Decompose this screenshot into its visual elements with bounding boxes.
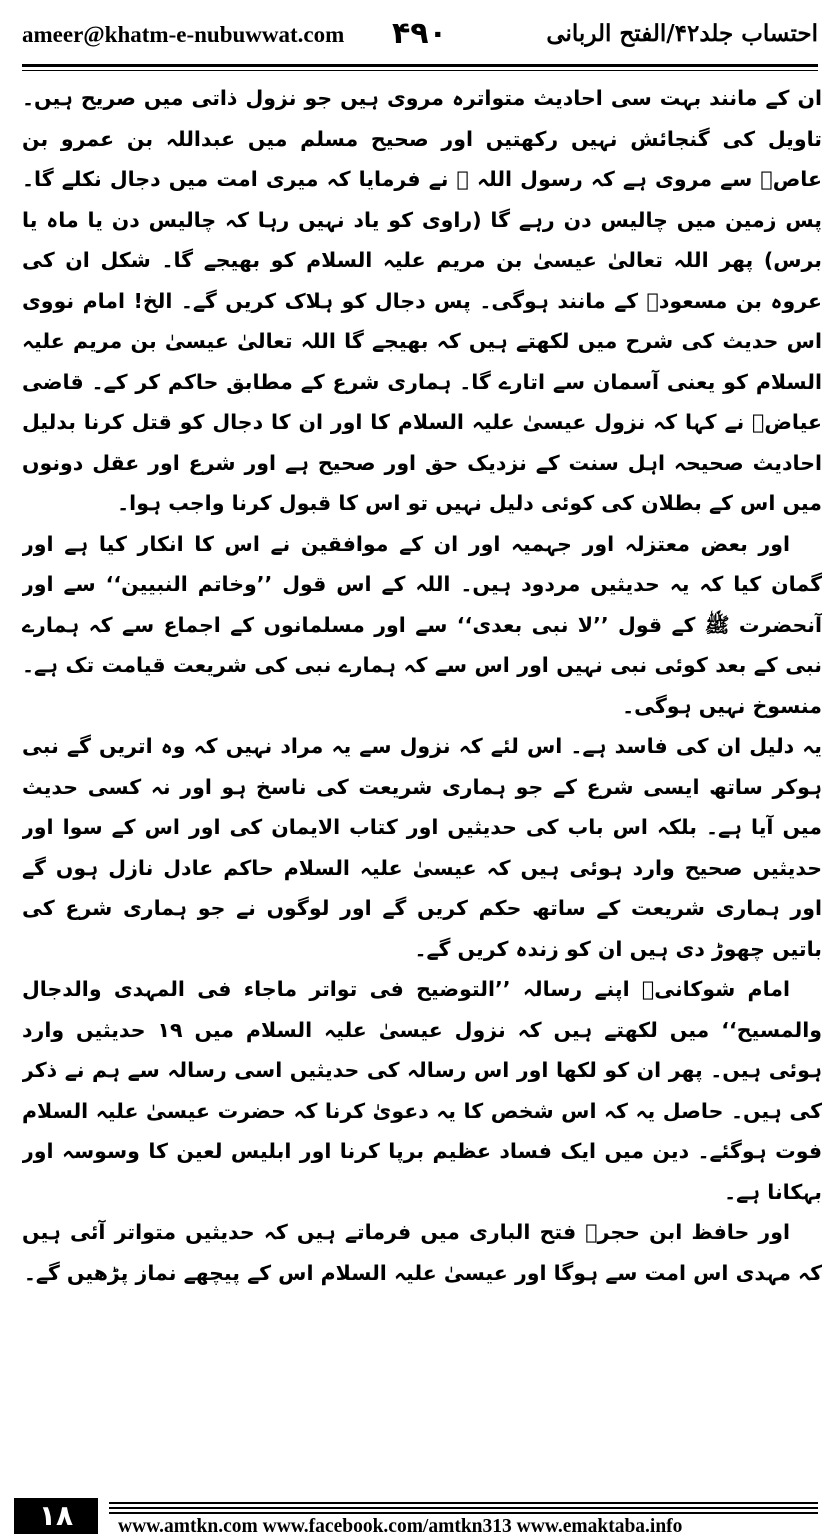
- paragraph-2: اور بعض معتزلہ اور جہمیہ اور ان کے موافقین نے اس کا انکار کیا ہے اور گمان کیا کہ یہ حدیثیں مردود ہیں۔ اللہ کے اس قول ’’وخاتم النبیین‘‘ سے اور آنحضرت ﷺ کے قول ’’لا نبی بعدی‘‘ سے اور مسلمانوں کے اجماع سے کہ ہمارے نبی کے بعد کوئی نبی نہیں اور اس سے کہ ہمارے نبی کی شریعت قیامت تک ہے۔ منسوخ نہیں ہوگی۔: [22, 531, 822, 718]
- footer-rule-2: [109, 1507, 818, 1509]
- footer-websites: www.amtkn.com www.facebook.com/amtkn313 www.emaktaba.info: [118, 1516, 683, 1537]
- paragraph-3: یہ دلیل ان کی فاسد ہے۔ اس لئے کہ نزول سے یہ مراد نہیں کہ وہ اتریں گے نبی ہوکر ساتھ ایسی شرع کے جو ہماری شریعت کی ناسخ ہو اور نہ کسی حدیث میں آیا ہے۔ بلکہ اس باب کی حدیثیں اور کتاب الایمان کی اور اس کے سوا اور حدیثیں صحیح وارد ہوئی ہیں کہ عیسیٰ علیہ السلام حاکم عادل نازل ہوں گے اور ہماری شریعت کے ساتھ حکم کریں گے اور لوگوں نے جو ہماری شرع کی باتیں چھوڑ دی ہیں ان کو زندہ کریں گے۔: [22, 734, 822, 961]
- paragraph-1: ان کے مانند بہت سی احادیث متواترہ مروی ہیں جو نزول ذاتی میں صریح ہیں۔ تاویل کی گنجائش نہیں رکھتیں اور صحیح مسلم میں عبداللہ بن عمرو بن عاصؓ سے مروی ہے کہ رسول اللہ ﷺ نے فرمایا کہ میری امت میں دجال نکلے گا۔ پس زمین میں چالیس دن رہے گا (راوی کو یاد نہیں رہا کہ چالیس دن یا ماہ یا برس) پھر اللہ تعالیٰ عیسیٰ بن مریم علیہ السلام کو بھیجے گا۔ شکل ان کی عروہ بن مسعودؓ کے مانند ہوگی۔ پس دجال کو ہلاک کریں گے۔ الخ! امام نووی اس حدیث کی شرح میں لکھتے ہیں کہ بھیجے گا اللہ تعالیٰ عیسیٰ بن مریم علیہ السلام کو یعنی آسمان سے اتارے گا۔ ہماری شرع کے مطابق حاکم کر کے۔ قاضی عیاضؒ نے کہا کہ نزول عیسیٰ علیہ السلام کا اور ان کا دجال کو قتل کرنا بدلیل احادیث صحیحہ اہل سنت کے نزدیک حق اور صحیح ہے اور شرع اور عقل دونوں میں اس کے بطلان کی کوئی دلیل نہیں تو اس کا قبول کرنا واجب ہوا۔: [22, 86, 822, 515]
- book-title: احتساب جلد۴۲/الفتح الربانی: [546, 20, 818, 47]
- page-number: ۴۹۰: [392, 16, 447, 51]
- paragraph-4: امام شوکانیؒ اپنے رسالہ ’’التوضیح فی تواتر ماجاء فی المہدی والدجال والمسیح‘‘ میں لکھتے ہیں کہ نزول عیسیٰ علیہ السلام میں ۱۹ حدیثیں وارد ہوئی ہیں۔ پھر ان کو لکھا اور اس رسالہ کی حدیثیں اسی رسالہ سے ہم نے ذکر کی ہیں۔ حاصل یہ کہ اس شخص کا یہ دعویٰ کرنا کہ حضرت عیسیٰ علیہ السلام فوت ہوگئے۔ دین میں ایک فساد عظیم برپا کرنا اور ابلیس لعین کا وسوسہ اور بہکانا ہے۔: [22, 977, 822, 1204]
- footer-rule-1: [109, 1502, 818, 1504]
- footer-rule-3: [109, 1512, 818, 1514]
- page-footer: [14, 1490, 826, 1537]
- page-body: [22, 78, 822, 1468]
- email-address: ameer@khatm-e-nubuwwat.com: [22, 22, 345, 47]
- header-divider-thin: [22, 70, 818, 71]
- page-header: [22, 12, 818, 58]
- paragraph-5: اور حافظ ابن حجرؒ فتح الباری میں فرماتے ہیں کہ حدیثیں متواتر آئی ہیں کہ مہدی اس امت سے ہوگا اور عیسیٰ علیہ السلام اس کے پیچھے نماز پڑھیں گے۔: [22, 1220, 822, 1285]
- chapter-number-badge: ۱۸: [14, 1498, 98, 1534]
- header-divider: [22, 64, 818, 67]
